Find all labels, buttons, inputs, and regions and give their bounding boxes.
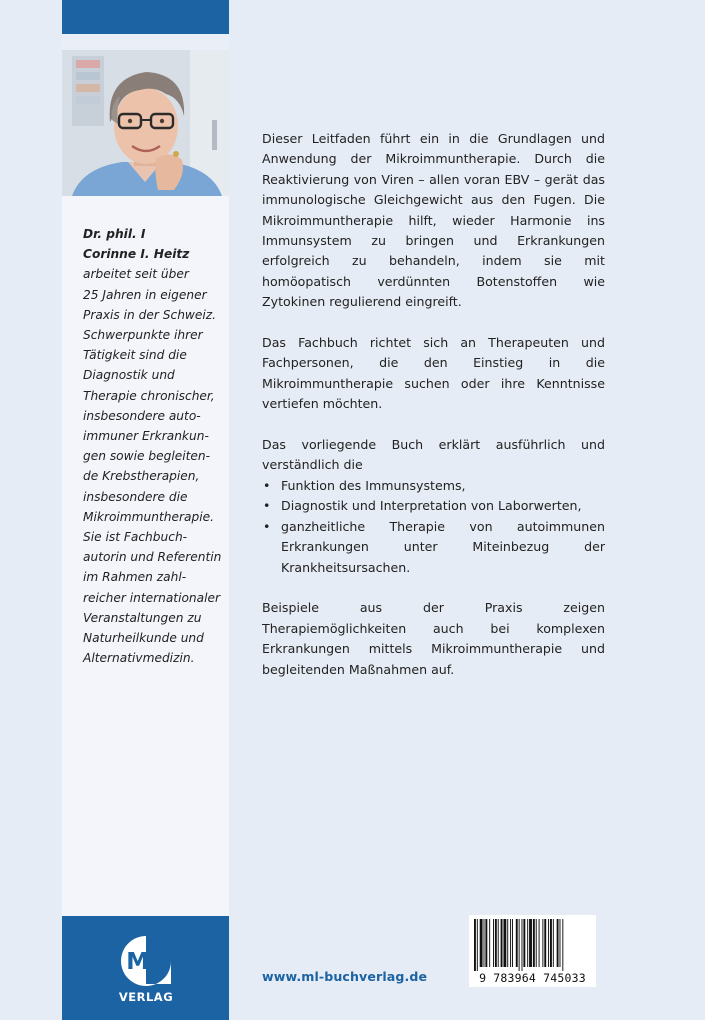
top-color-band [62,0,229,34]
isbn-number: 9 783964 745033 [479,971,586,985]
author-name-line-1: Dr. phil. I [83,227,146,241]
bio-line: Sie ist Fachbuch- [83,530,188,545]
author-portrait [62,50,229,196]
barcode-bar [493,919,494,967]
paragraph-intro: Dieser Leitfaden führt ein in die Grundlagen und Anwendung der Mikroimmuntherapie. Durch die Reaktivierung von Viren – allen voran EBV – gerät das immunologische Gleichgewicht aus den Fugen. Die Mikroimmuntherapie hilft, wieder Harmonie ins Immunsystem zu bringen und Erkrankungen erfolgreich zu behandeln, indem sie mit homöopatisch verdünnten Botenstoffen wie Zytokinen regulierend eingreift. [262,131,605,310]
barcode-bar [550,919,552,967]
logo-mark-text: ML [126,949,164,975]
barcode-bar [498,919,499,967]
barcode-bar [480,919,483,967]
barcode-bar [484,919,485,967]
barcode-bar [553,919,554,967]
barcode-bar [557,919,559,967]
bio-line: Therapie chronischer, [83,388,215,403]
barcode-bar [512,919,513,967]
bio-line: Praxis in der Schweiz. [83,307,217,322]
barcode-bar [485,919,487,967]
barcode-bar [489,919,490,967]
publisher-website-link[interactable]: www.ml-buchverlag.de [262,969,428,984]
bio-line: insbesondere auto- [83,408,201,423]
barcode-bar [562,919,563,971]
bio-line: 25 Jahren in eigener [83,287,207,302]
paragraph-contents-intro: Das vorliegende Buch erklärt ausführlich und verständlich die [262,437,605,473]
bio-line: Naturheilkunde und [83,631,204,646]
publisher-logo [118,934,174,1006]
barcode-bar [495,919,497,967]
logo-label: VERLAG [118,990,174,1004]
bio-line: reicher internationaler [83,590,221,605]
barcode-bar [516,919,518,967]
author-column [62,0,229,1020]
barcode-bar [529,919,532,967]
barcode-bar [522,919,523,971]
list-item-text: ganzheitliche Therapie von autoimmunen Erkrankungen unter Miteinbezug der Krankheitsursachen. [281,518,605,575]
barcode-bar [527,919,528,967]
barcode-bar [533,919,535,967]
bullet-dot: • [263,477,271,493]
barcode-bar [560,919,561,967]
list-item-text: Diagnostik und Interpretation von Laborwerten, [281,498,582,514]
author-bio [83,224,223,668]
isbn-barcode [469,915,596,987]
bio-line: Veranstaltungen zu [83,610,202,625]
bullet-dot: • [263,498,271,514]
list-item [262,496,605,516]
bio-line: arbeitet seit über [83,267,189,282]
barcode-bar [474,919,476,971]
barcode-bar [542,919,543,967]
barcode-bar [519,919,520,971]
author-portrait-illustration [62,50,229,196]
bio-line: autorin und Referentin [83,550,222,565]
list-item [262,517,605,578]
barcode-bar [507,919,508,967]
barcode-bar [539,919,540,967]
barcode-bar [548,919,549,967]
barcode-bar [503,919,506,967]
barcode-bar [501,919,503,967]
author-name-line-2: Corinne I. Heitz [83,247,190,262]
bio-line: Diagnostik und [83,368,175,383]
paragraph-examples: Beispiele aus der Praxis zeigen Therapiemöglichkeiten auch bei komplexen Erkrankungen mittels Mikroimmuntherapie und begleitenden Maßnahmen auf. [262,600,605,677]
contents-list [262,476,605,578]
barcode-bar [544,919,546,967]
paragraph-audience: Das Fachbuch richtet sich an Therapeuten und Fachpersonen, die den Einstieg in die Mikroimmuntherapie suchen oder ihre Kenntnisse vertiefen möchten. [262,335,605,412]
barcode-bar [477,919,478,971]
bio-line: immuner Erkrankun- [83,429,209,444]
bio-line: gen sowie begleiten- [83,449,211,464]
barcode-bar [536,919,537,967]
barcode-icon [474,919,591,971]
publisher-logo-block [62,916,229,1020]
back-cover-text [262,129,605,700]
bio-line: Mikroimmuntherapie. [83,509,214,524]
barcode-bar [510,919,511,967]
barcode-bar [523,919,525,967]
ml-logo-icon [118,934,174,986]
bio-line: Tätigkeit sind die [83,348,187,363]
bio-line: Alternativmedizin. [83,651,195,666]
bio-line: im Rahmen zahl- [83,570,187,585]
top-gap [62,34,229,50]
bio-line: Schwerpunkte ihrer [83,328,203,343]
list-item [262,476,605,496]
bio-line: de Krebstherapien, [83,469,200,484]
bio-line: insbesondere die [83,489,188,504]
bullet-dot: • [263,518,271,534]
list-item-text: Funktion des Immunsystems, [281,477,466,493]
